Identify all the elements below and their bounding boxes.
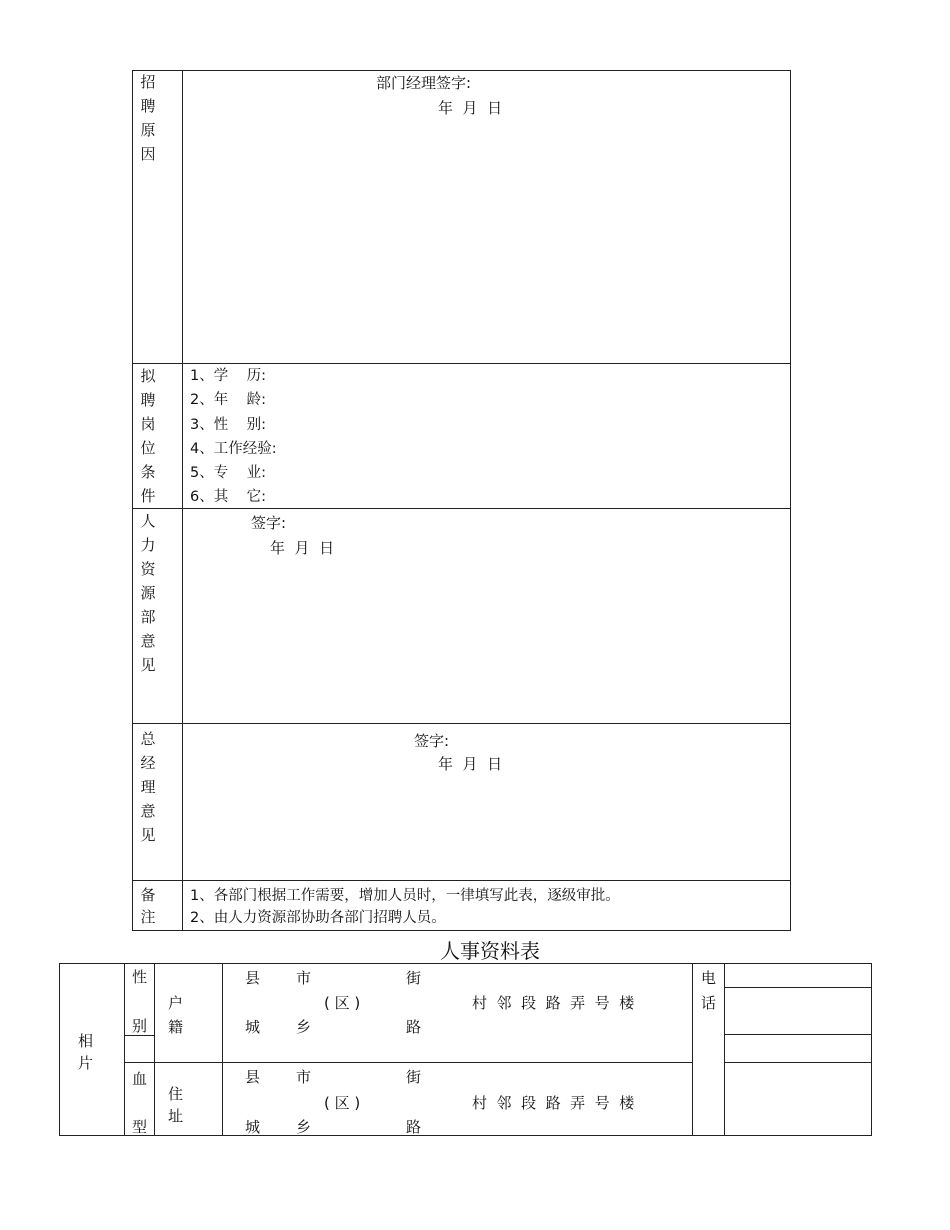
address-label: 住	[168, 1085, 184, 1103]
gm-signature-date: 年 月 日	[438, 755, 503, 773]
grid-line	[724, 963, 725, 1136]
hr-signature-label: 签字:	[251, 514, 287, 532]
grid-line	[724, 1034, 872, 1035]
position-conditions-list	[190, 364, 277, 510]
hukou-district: ( 区 )	[324, 994, 361, 1012]
address-label: 址	[168, 1107, 184, 1125]
hukou-label: 户	[168, 994, 184, 1012]
photo-cell-label: 相片	[78, 1032, 94, 1072]
residence-road: 路	[406, 1118, 422, 1136]
note-item: 2、由人力资源部协助各部门招聘人员。	[190, 910, 446, 926]
gender-label: 别	[132, 1017, 148, 1035]
residence-units: 村 邻 段 路 弄 号 楼	[472, 1094, 635, 1112]
hr-signature-date: 年 月 日	[270, 539, 335, 557]
condition-experience: 4、工作经验:	[190, 440, 277, 457]
grid-line	[124, 963, 125, 1136]
form1-label-divider	[182, 70, 183, 931]
condition-gender: 3、性 别:	[190, 416, 267, 433]
section-label-conditions: 拟 聘 岗 位 条 件	[140, 367, 156, 505]
section-label-hr: 人 力 资 源 部 意 见	[140, 512, 156, 674]
form1-row-divider	[132, 723, 791, 724]
phone-label: 电	[701, 969, 717, 987]
residence-district: ( 区 )	[324, 1094, 361, 1112]
blood-type-label: 型	[132, 1118, 148, 1136]
grid-line	[222, 963, 223, 1136]
gender-label: 性	[132, 968, 148, 986]
note-item: 1、各部门根据工作需要，增加人员时，一律填写此表，逐级审批。	[190, 888, 620, 904]
grid-line	[724, 1062, 872, 1063]
hukou-road: 路	[406, 1018, 422, 1036]
personnel-form-title: 人事资料表	[440, 939, 540, 963]
hukou-town: 城	[245, 1018, 261, 1036]
manager-signature-date: 年 月 日	[438, 99, 503, 117]
hukou-street: 街	[406, 969, 422, 987]
section-label-notes: 备 注	[140, 886, 156, 926]
hukou-township: 乡	[296, 1018, 312, 1036]
grid-line	[124, 1062, 692, 1063]
notes-list	[190, 885, 620, 929]
hukou-city: 市	[296, 969, 312, 987]
phone-label: 话	[701, 994, 717, 1012]
hukou-county: 县	[245, 969, 261, 987]
grid-line	[692, 963, 693, 1136]
blood-type-label: 血	[132, 1070, 148, 1088]
hukou-units: 村 邻 段 路 弄 号 楼	[472, 994, 635, 1012]
residence-street: 街	[406, 1068, 422, 1086]
residence-town: 城	[245, 1118, 261, 1136]
section-label-gm: 总 经 理 意 见	[140, 730, 156, 844]
manager-signature-label: 部门经理签字:	[376, 74, 472, 92]
form1-row-divider	[132, 880, 791, 881]
residence-county: 县	[245, 1068, 261, 1086]
section-label-reason: 招 聘 原 因	[140, 73, 156, 163]
residence-city: 市	[296, 1068, 312, 1086]
gm-signature-label: 签字:	[414, 732, 450, 750]
condition-education: 1、学 历:	[190, 368, 267, 384]
residence-township: 乡	[296, 1118, 312, 1136]
grid-line	[724, 987, 872, 988]
condition-other: 6、其 它:	[190, 489, 267, 506]
condition-major: 5、专 业:	[190, 465, 267, 482]
condition-age: 2、年 龄:	[190, 392, 267, 409]
hukou-label: 籍	[168, 1018, 184, 1036]
grid-line	[154, 963, 155, 1136]
